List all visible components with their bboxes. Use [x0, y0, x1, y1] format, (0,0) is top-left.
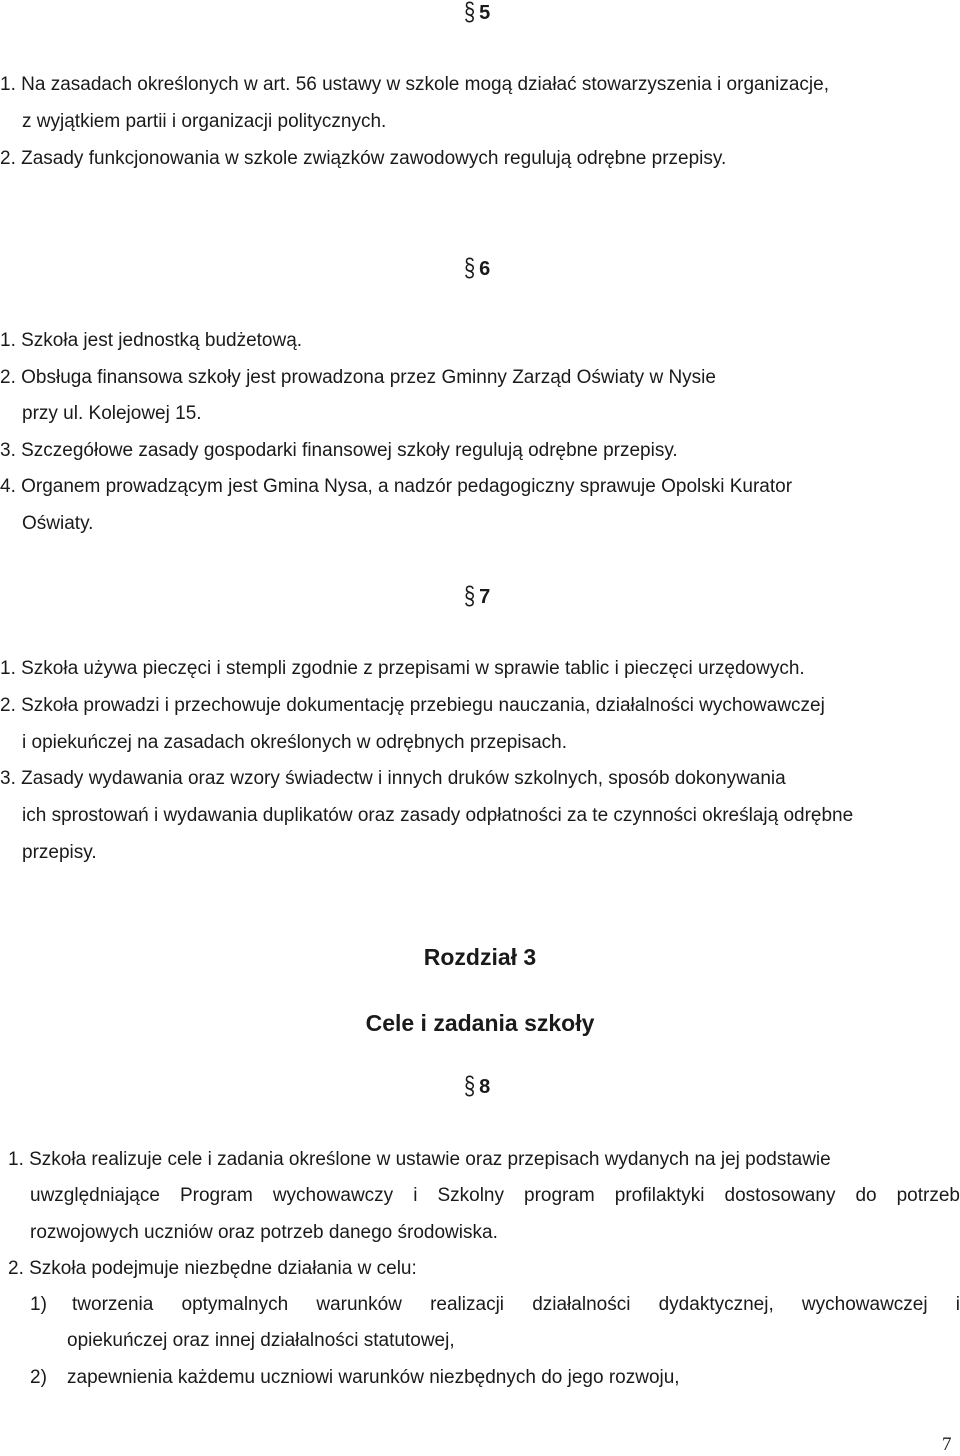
paragraph-line: Oświaty. — [22, 513, 94, 534]
paragraph-line: ich sprostowań i wydawania duplikatów oraz zasady odpłatności za te czynności określają odrębne — [22, 805, 854, 826]
paragraph-line: 3. Szczegółowe zasady gospodarki finansowej szkoły regulują odrębne przepisy. — [0, 440, 678, 461]
paragraph-line: 1. Na zasadach określonych w art. 56 ustawy w szkole mogą działać stowarzyszenia i organizacje, — [0, 74, 829, 95]
paragraph-line: 4. Organem prowadzącym jest Gmina Nysa, a nadzór pedagogiczny sprawuje Opolski Kurator — [0, 476, 793, 497]
paragraph-line-justified: 1. Szkoła realizuje cele i zadania określone w ustawie oraz przepisach wydanych na jej podstawie — [8, 1149, 831, 1170]
chapter-title: Cele i zadania szkoły — [365, 1010, 595, 1036]
paragraph-line: 1. Szkoła jest jednostką budżetową. — [0, 330, 303, 351]
section-symbol: § — [464, 0, 476, 28]
paragraph-line: i opiekuńczej na zasadach określonych w odrębnych przepisach. — [22, 732, 567, 753]
section-symbol: § — [464, 254, 476, 284]
paragraph-line: 2. Szkoła podejmuje niezbędne działania w celu: — [8, 1258, 417, 1279]
paragraph-line: rozwojowych uczniów oraz potrzeb danego środowiska. — [30, 1222, 498, 1243]
paragraph-line: 2. Szkoła prowadzi i przechowuje dokumentację przebiegu nauczania, działalności wychowawczej — [0, 695, 825, 716]
paragraph-line: przepisy. — [22, 842, 97, 863]
paragraph-line: z wyjątkiem partii i organizacji politycznych. — [22, 111, 387, 132]
section-heading-6: § 6 — [464, 254, 491, 284]
list-item-number: 2) — [30, 1367, 47, 1388]
chapter-number: Rozdział 3 — [423, 944, 537, 970]
list-item-text: zapewnienia każdemu uczniowi warunków niezbędnych do jego rozwoju, — [67, 1367, 680, 1388]
paragraph-line: 1. Szkoła używa pieczęci i stempli zgodnie z przepisami w sprawie tablic i pieczęci urzędowych. — [0, 658, 805, 679]
list-item-number: 1) — [30, 1294, 47, 1315]
paragraph-line: 2. Zasady funkcjonowania w szkole związków zawodowych regulują odrębne przepisy. — [0, 148, 727, 169]
paragraph-line: 2. Obsługa finansowa szkoły jest prowadzona przez Gminny Zarząd Oświaty w Nysie — [0, 367, 716, 388]
list-item-text: tworzenia optymalnych warunków realizacji działalności dydaktycznej, wychowawczej i — [72, 1294, 960, 1315]
paragraph-line: przy ul. Kolejowej 15. — [22, 403, 202, 424]
list-item-text: opiekuńczej oraz innej działalności statutowej, — [67, 1330, 455, 1351]
section-symbol: § — [464, 582, 476, 612]
section-heading-8: § 8 — [464, 1072, 491, 1102]
section-symbol: § — [464, 1072, 476, 1102]
paragraph-line-justified: uwzględniające Program wychowawczy i Szkolny program profilaktyki dostosowany do potrzeb — [30, 1185, 960, 1206]
paragraph-line: 3. Zasady wydawania oraz wzory świadectw i innych druków szkolnych, sposób dokonywania — [0, 768, 786, 789]
section-heading-7: § 7 — [464, 582, 491, 612]
section-heading-5: § 5 — [464, 0, 491, 28]
page-number: 7 — [942, 1434, 952, 1455]
